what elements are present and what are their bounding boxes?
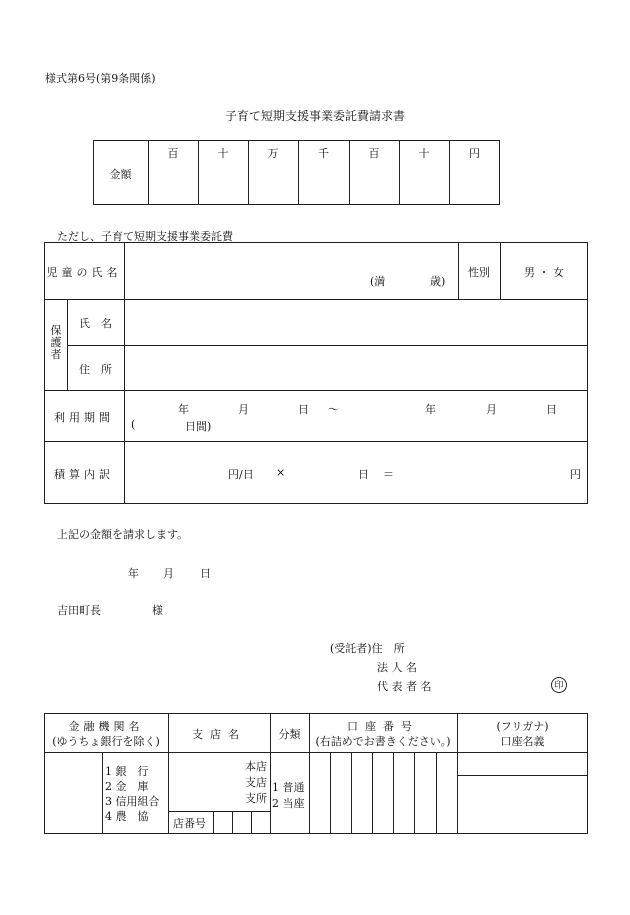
branch-code-label: 店番号 — [173, 817, 206, 830]
period-days-open: ( — [131, 418, 136, 431]
period-label: 利用期間 — [54, 411, 114, 424]
addressee-honorific: 様 — [152, 604, 163, 617]
branch-header: 支店名 — [192, 728, 246, 741]
sex-options[interactable]: 男 ・ 女 — [524, 266, 564, 279]
age-open: (満 — [370, 275, 386, 288]
age-close: 歳) — [430, 275, 446, 288]
document-title: 子育て短期支援事業委託費請求書 — [224, 109, 405, 123]
child-name-field[interactable] — [128, 244, 456, 297]
branch-option[interactable]: 支店 — [245, 776, 267, 789]
breakdown-yen: 円 — [570, 468, 581, 481]
institution-option[interactable]: 2 金 庫 — [105, 780, 149, 793]
amount-unit: 百 — [368, 147, 380, 160]
guardian-name-field[interactable] — [128, 301, 584, 343]
form-number: 様式第6号(第9条関係) — [45, 72, 156, 85]
sex-label: 性別 — [468, 266, 490, 279]
amount-unit: 円 — [469, 147, 480, 160]
type-header: 分類 — [278, 728, 301, 741]
branch-option[interactable]: 本店 — [245, 760, 267, 773]
amount-unit: 十 — [217, 147, 229, 160]
amount-unit: 千 — [318, 147, 329, 160]
period-from-year: 年 — [178, 403, 189, 416]
trustee-corp-label: 法 人 名 — [377, 661, 417, 674]
breakdown-times: × — [276, 466, 286, 479]
period-days-close: 日間) — [185, 420, 212, 433]
date-month: 月 — [163, 567, 174, 580]
period-to-year: 年 — [425, 403, 436, 416]
date-day: 日 — [200, 567, 211, 580]
type-option[interactable]: 1 普通 — [272, 781, 305, 794]
amount-label: 金額 — [109, 168, 132, 181]
addressee-name: 吉田町長 — [57, 604, 101, 617]
holder-kana-header: (フリガナ) — [496, 720, 549, 733]
period-from-month: 月 — [238, 403, 249, 416]
breakdown-per-day: 円/日 — [228, 468, 254, 481]
institution-option[interactable]: 3 信用組合 — [105, 795, 160, 808]
breakdown-day: 日 — [358, 468, 369, 481]
proviso-text: ただし、子育て短期支援事業委託費 — [57, 230, 233, 243]
account-subheader: (右詰めでお書きください。) — [315, 735, 451, 748]
institution-subheader: (ゆうちょ銀行を除く) — [52, 735, 160, 748]
guardian-label: 保護者 — [50, 324, 62, 361]
guardian-name-label: 氏 名 — [79, 317, 112, 330]
child-name-label: 児童の氏名 — [46, 266, 122, 279]
amount-unit: 百 — [167, 147, 179, 160]
breakdown-label: 積算内訳 — [54, 468, 114, 481]
institution-option[interactable]: 1 銀 行 — [105, 765, 149, 778]
seal-mark: 印 — [551, 677, 567, 693]
trustee-rep-label: 代 表 者 名 — [377, 680, 432, 693]
period-from-day: 日 — [298, 403, 309, 416]
trustee-address-label: (受託者)住 所 — [330, 642, 405, 655]
institution-header: 金融機関名 — [68, 720, 144, 733]
period-tilde: 〜 — [328, 403, 339, 416]
guardian-address-field[interactable] — [128, 347, 584, 388]
period-to-day: 日 — [546, 403, 557, 416]
breakdown-equals: ＝ — [383, 468, 394, 481]
guardian-address-label: 住 所 — [79, 363, 112, 376]
branch-option[interactable]: 支所 — [245, 792, 267, 805]
account-header: 口座番号 — [347, 720, 419, 733]
holder-header: 口座名義 — [500, 735, 545, 748]
date-year: 年 — [128, 567, 139, 580]
period-to-month: 月 — [486, 403, 497, 416]
request-text: 上記の金額を請求します。 — [57, 528, 189, 541]
amount-unit: 十 — [418, 147, 430, 160]
institution-option[interactable]: 4 農 協 — [105, 810, 149, 823]
type-option[interactable]: 2 当座 — [272, 797, 305, 810]
amount-unit: 万 — [267, 147, 279, 160]
